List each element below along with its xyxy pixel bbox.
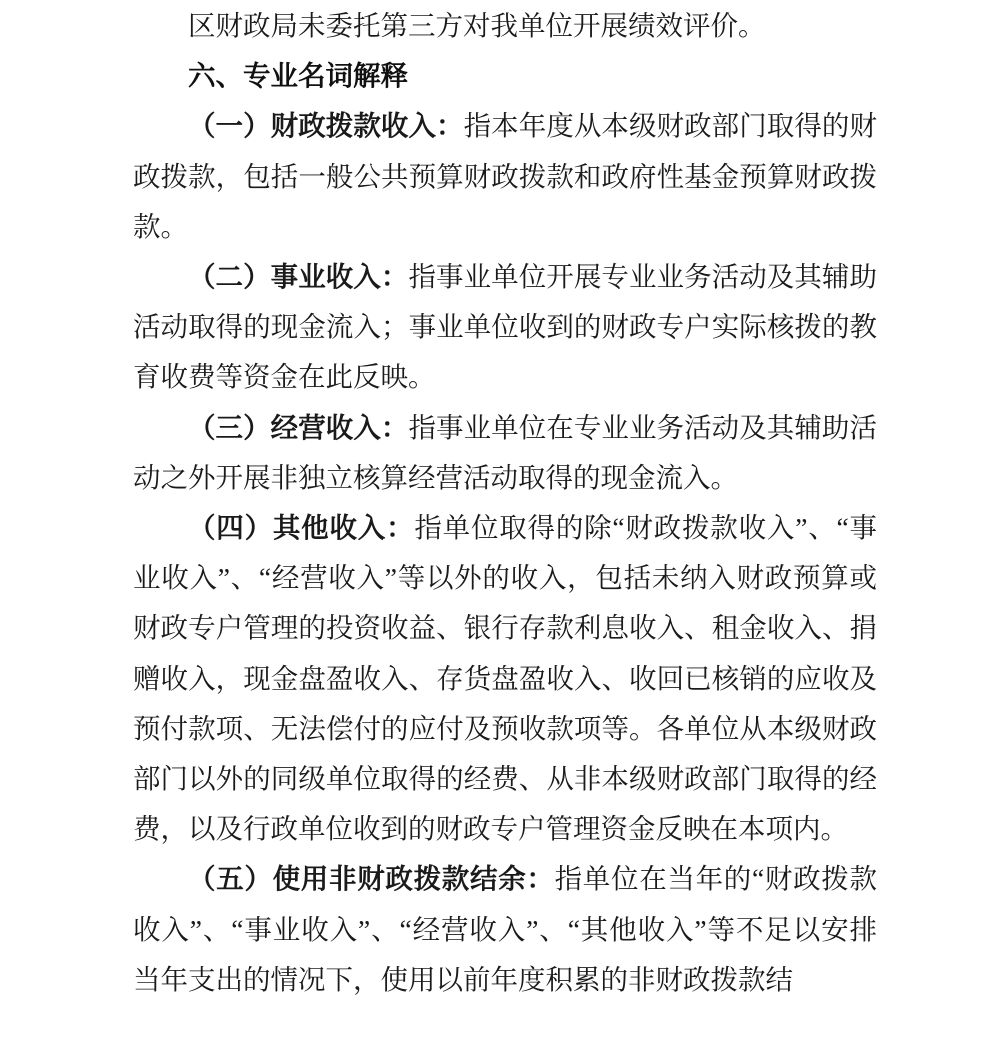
terms-list	[133, 101, 877, 1005]
term-definition: 指单位在当年的“财政拨款收入”、“事业收入”、“经营收入”、“其他收入”等不足以安排当年支出的情况下，使用以前年度积累的非财政拨款结	[133, 863, 877, 995]
intro-paragraph: 区财政局未委托第三方对我单位开展绩效评价。	[188, 10, 766, 41]
term-definition: 指本年度从本级财政部门取得的财政拨款，包括一般公共预算财政拨款和政府性基金预算财政拨款。	[133, 110, 877, 242]
section-heading: 六、专业名词解释	[188, 60, 408, 92]
term-label: （三）经营收入：	[188, 411, 409, 443]
term-paragraph	[133, 101, 877, 252]
document-page	[133, 0, 877, 1005]
term-definition: 指事业单位在专业业务活动及其辅助活动之外开展非独立核算经营活动取得的现金流入。	[133, 411, 877, 493]
term-label: （一）财政拨款收入：	[188, 110, 464, 142]
term-label: （二）事业收入：	[188, 261, 409, 293]
term-paragraph	[133, 403, 877, 503]
term-definition: 指事业单位开展专业业务活动及其辅助活动取得的现金流入；事业单位收到的财政专户实际核拨的教育收费等资金在此反映。	[133, 261, 877, 393]
term-paragraph	[133, 503, 877, 854]
term-definition: 指单位取得的除“财政拨款收入”、“事业收入”、“经营收入”等以外的收入，包括未纳入财政预算或财政专户管理的投资收益、银行存款利息收入、租金收入、捐赠收入，现金盘盈收入、存货盘盈收入、收回已核销的应收及预付款项、无法偿付的应付及预收款项等。各单位从本级财政部门以外的同级单位取得的经费、从非本级财政部门取得的经费，以及行政单位收到的财政专户管理资金反映在本项内。	[133, 512, 877, 845]
term-label: （五）使用非财政拨款结余：	[188, 863, 555, 895]
term-label: （四）其他收入：	[188, 512, 415, 544]
term-paragraph	[133, 854, 877, 1005]
term-paragraph	[133, 252, 877, 403]
